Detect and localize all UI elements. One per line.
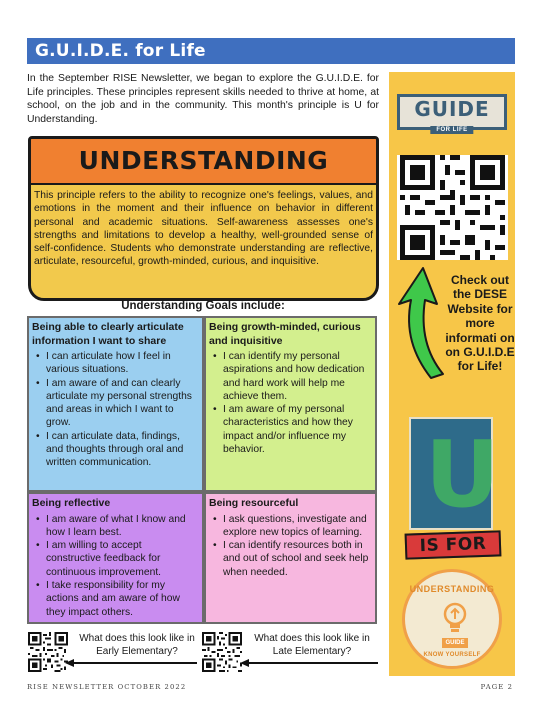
early-elementary-qr-code[interactable] [28, 632, 68, 672]
u-letter: U [425, 421, 500, 528]
understanding-badge [402, 569, 502, 669]
title-bar [27, 38, 515, 64]
list-item: • I ask questions, investigate and explore new topics of learning. [209, 513, 371, 540]
arrow-left-icon [65, 659, 197, 667]
quadrant-title: Being reflective [32, 497, 111, 509]
logo-subtitle: FOR LIFE [430, 126, 473, 134]
logo-word: GUIDE [414, 97, 490, 121]
quadrant-list [209, 350, 371, 456]
list-item: • I am aware of what I know and how I learn best. [32, 513, 198, 540]
list-item: • I can articulate how I feel in various situations. [32, 350, 198, 377]
page-title: G.U.I.D.E. for Life [35, 41, 206, 61]
u-letter-card [409, 417, 500, 530]
list-item: • I can identify my personal aspirations and how dedication and hard work will help me achieve them. [209, 350, 371, 403]
early-elementary-link[interactable]: What does this look like in Early Elementary? [79, 633, 195, 657]
list-item: • I can identify resources both in and out of school and seek help when needed. [209, 539, 371, 579]
badge-title: UNDERSTANDING [409, 584, 495, 594]
goal-quadrant-reflective [27, 492, 204, 624]
is-for-text: IS FOR [419, 533, 487, 557]
list-item: • I am willing to accept constructive feedback for continuous improvement. [32, 539, 198, 579]
understanding-description: This principle refers to the ability to recognize one's feelings, values, and emotions in the moment and their influence on behavior in different personal and academic situations. Self-awareness assesses one's strengths and limitations to develop a healthy, well-grounded sense of self-confidence. Students who demonstrate understanding are reflective, articulate, resourceful, growth-minded, curious, and inquisitive. [34, 190, 373, 268]
intro-paragraph: In the September RISE Newsletter, we began to explore the G.U.I.D.E. for Life principles. These principles represent skills needed to thrive at home, at school, on the job and in the community. This month's principle is U for Understanding. [27, 73, 379, 125]
footer-newsletter-name: RISE NEWSLETTER OCTOBER 2022 [27, 683, 187, 691]
badge-subtitle: KNOW YOURSELF [423, 652, 481, 658]
understanding-box [28, 136, 379, 301]
list-item: • I am aware of my personal characteristics and how they impact and/or influence my behavior. [209, 403, 371, 456]
goal-quadrant-growth-minded [204, 316, 377, 492]
quadrant-list [32, 513, 198, 619]
quadrant-list [209, 513, 371, 579]
badge-guide-label: GUIDE [442, 638, 468, 648]
is-for-banner [405, 530, 502, 559]
goal-quadrant-resourceful [204, 492, 377, 624]
goal-quadrant-articulate [27, 316, 204, 492]
understanding-heading: UNDERSTANDING [78, 146, 329, 175]
sidebar [389, 72, 515, 676]
quadrant-title: Being resourceful [209, 497, 299, 509]
list-item: • I take responsibility for my actions and am aware of how they impact others. [32, 579, 198, 619]
late-elementary-qr-code[interactable] [202, 632, 242, 672]
dese-website-qr-code[interactable] [397, 155, 508, 260]
understanding-header [31, 139, 376, 185]
dese-website-prompt: Check out the DESE Website for more informati on on G.U.I.D.E for Life! [445, 273, 515, 374]
footer-page-number: PAGE 2 [480, 683, 513, 691]
green-arrow-icon [393, 260, 451, 380]
quadrant-title: Being growth-minded, curious and inquisitive [209, 321, 361, 347]
quadrant-list [32, 350, 198, 470]
lightbulb-icon [442, 602, 468, 636]
list-item: • I am aware of and can clearly articulate my personal strengths and areas in which I want to grow. [32, 377, 198, 430]
list-item: • I can articulate data, findings, and thoughts through oral and written communication. [32, 430, 198, 470]
late-elementary-link[interactable]: What does this look like in Late Elementary? [254, 633, 370, 657]
goals-heading: Understanding Goals include: [121, 300, 285, 312]
guide-for-life-logo [397, 94, 507, 133]
arrow-left-icon [240, 659, 378, 667]
quadrant-title: Being able to clearly articulate information I want to share [32, 321, 184, 347]
